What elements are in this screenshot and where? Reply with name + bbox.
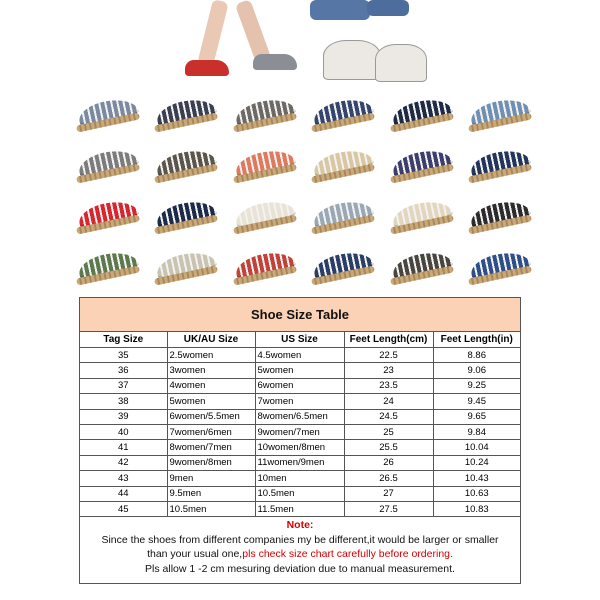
cell-us-size: 9women/7men: [255, 424, 344, 439]
cell-tag-size: 36: [80, 363, 167, 378]
shoe-row: [74, 88, 534, 139]
cell-us-size: 6women: [255, 378, 344, 393]
shoe-thumbnail: [309, 97, 377, 131]
header-uk-au-size: UK/AU Size: [167, 332, 255, 348]
shoe-thumbnail: [388, 199, 456, 233]
shoe-thumbnail: [74, 97, 142, 131]
cell-us-size: 8women/6.5men: [255, 409, 344, 424]
shoe-row: [74, 139, 534, 190]
shoe-thumbnail: [388, 97, 456, 131]
table-header-row: [80, 332, 520, 348]
shoe-thumbnail: [309, 199, 377, 233]
cell-feet-length-cm: 26.5: [344, 471, 433, 486]
cell-feet-length-in: 10.04: [433, 440, 520, 455]
cell-feet-length-cm: 25.5: [344, 440, 433, 455]
shoe-white-pattern: [375, 44, 427, 82]
cell-feet-length-in: 9.65: [433, 409, 520, 424]
cell-uk-au-size: 5women: [167, 394, 255, 409]
shoe-thumbnail: [74, 250, 142, 284]
shoe-thumbnail: [231, 250, 299, 284]
cell-feet-length-in: 10.83: [433, 501, 520, 516]
note-line-2-text: than your usual one,: [147, 548, 243, 561]
shoe-row: [74, 190, 534, 241]
model-jeans: [367, 0, 409, 16]
cell-us-size: 11.5men: [255, 501, 344, 516]
cell-tag-size: 43: [80, 471, 167, 486]
cell-tag-size: 39: [80, 409, 167, 424]
table-row: [80, 501, 520, 516]
cell-us-size: 10women/8men: [255, 440, 344, 455]
cell-feet-length-cm: 27.5: [344, 501, 433, 516]
cell-uk-au-size: 2.5women: [167, 348, 255, 363]
cell-feet-length-cm: 25: [344, 424, 433, 439]
cell-us-size: 5women: [255, 363, 344, 378]
shoe-thumbnail: [466, 148, 534, 182]
shoe-thumbnail: [231, 148, 299, 182]
note-block: [80, 517, 520, 576]
cell-uk-au-size: 9.5men: [167, 486, 255, 501]
shoe-variant-grid: [74, 88, 534, 292]
cell-uk-au-size: 9men: [167, 471, 255, 486]
note-line-2: [80, 547, 520, 562]
table-row: [80, 363, 520, 378]
cell-feet-length-in: 9.84: [433, 424, 520, 439]
cell-uk-au-size: 7women/6men: [167, 424, 255, 439]
note-line-1: Since the shoes from different companies my be different,it would be larger or smaller: [101, 533, 499, 546]
shoe-thumbnail: [231, 199, 299, 233]
cell-feet-length-in: 9.45: [433, 394, 520, 409]
shoe-row: [74, 241, 534, 292]
note-line-3: Pls allow 1 -2 cm mesuring deviation due to manual measurement.: [145, 562, 455, 575]
cell-feet-length-cm: 26: [344, 455, 433, 470]
cell-uk-au-size: 10.5men: [167, 501, 255, 516]
table-row: [80, 409, 520, 424]
cell-uk-au-size: 6women/5.5men: [167, 409, 255, 424]
cell-feet-length-cm: 24.5: [344, 409, 433, 424]
model-leg: [197, 0, 228, 67]
cell-feet-length-cm: 24: [344, 394, 433, 409]
shoe-thumbnail: [466, 97, 534, 131]
model-jeans: [310, 0, 370, 20]
shoe-thumbnail: [466, 250, 534, 284]
table-row: [80, 471, 520, 486]
size-table: [80, 332, 520, 517]
header-feet-length-cm: Feet Length(cm): [344, 332, 433, 348]
cell-feet-length-in: 10.63: [433, 486, 520, 501]
shoe-red-dot: [185, 60, 229, 76]
cell-uk-au-size: 3women: [167, 363, 255, 378]
cell-tag-size: 35: [80, 348, 167, 363]
cell-feet-length-cm: 23.5: [344, 378, 433, 393]
cell-feet-length-in: 9.06: [433, 363, 520, 378]
cell-feet-length-in: 10.24: [433, 455, 520, 470]
cell-tag-size: 41: [80, 440, 167, 455]
cell-us-size: 7women: [255, 394, 344, 409]
model-photo-left: [175, 0, 305, 85]
table-title: Shoe Size Table: [80, 298, 520, 332]
cell-feet-length-cm: 22.5: [344, 348, 433, 363]
table-row: [80, 378, 520, 393]
note-line-2-warning: pls check size chart carefully before ordering.: [242, 548, 453, 561]
cell-feet-length-in: 9.25: [433, 378, 520, 393]
shoe-thumbnail: [152, 250, 220, 284]
header-us-size: US Size: [255, 332, 344, 348]
cell-tag-size: 38: [80, 394, 167, 409]
cell-feet-length-in: 8.86: [433, 348, 520, 363]
cell-uk-au-size: 8women/7men: [167, 440, 255, 455]
cell-us-size: 11women/9men: [255, 455, 344, 470]
shoe-thumbnail: [309, 148, 377, 182]
shoe-white-pattern: [323, 40, 381, 80]
shoe-thumbnail: [74, 199, 142, 233]
cell-uk-au-size: 4women: [167, 378, 255, 393]
header-feet-length-in: Feet Length(in): [433, 332, 520, 348]
shoe-thumbnail: [152, 148, 220, 182]
table-row: [80, 440, 520, 455]
shoe-thumbnail: [152, 97, 220, 131]
note-title: Note:: [286, 519, 314, 532]
header-tag-size: Tag Size: [80, 332, 167, 348]
shoe-thumbnail: [466, 199, 534, 233]
shoe-thumbnail: [74, 148, 142, 182]
shoe-thumbnail: [388, 250, 456, 284]
shoe-grey: [253, 54, 297, 70]
product-photo-area: [0, 0, 600, 285]
table-row: [80, 424, 520, 439]
cell-feet-length-cm: 23: [344, 363, 433, 378]
cell-us-size: 10.5men: [255, 486, 344, 501]
shoe-thumbnail: [388, 148, 456, 182]
cell-tag-size: 40: [80, 424, 167, 439]
cell-feet-length-cm: 27: [344, 486, 433, 501]
cell-us-size: 4.5women: [255, 348, 344, 363]
cell-feet-length-in: 10.43: [433, 471, 520, 486]
table-row: [80, 394, 520, 409]
model-photo-right: [305, 0, 430, 85]
cell-us-size: 10men: [255, 471, 344, 486]
cell-uk-au-size: 9women/8men: [167, 455, 255, 470]
table-row: [80, 486, 520, 501]
cell-tag-size: 42: [80, 455, 167, 470]
table-row: [80, 455, 520, 470]
table-row: [80, 348, 520, 363]
size-table-panel: [79, 297, 521, 584]
shoe-thumbnail: [231, 97, 299, 131]
cell-tag-size: 44: [80, 486, 167, 501]
shoe-thumbnail: [152, 199, 220, 233]
cell-tag-size: 37: [80, 378, 167, 393]
shoe-thumbnail: [309, 250, 377, 284]
cell-tag-size: 45: [80, 501, 167, 516]
